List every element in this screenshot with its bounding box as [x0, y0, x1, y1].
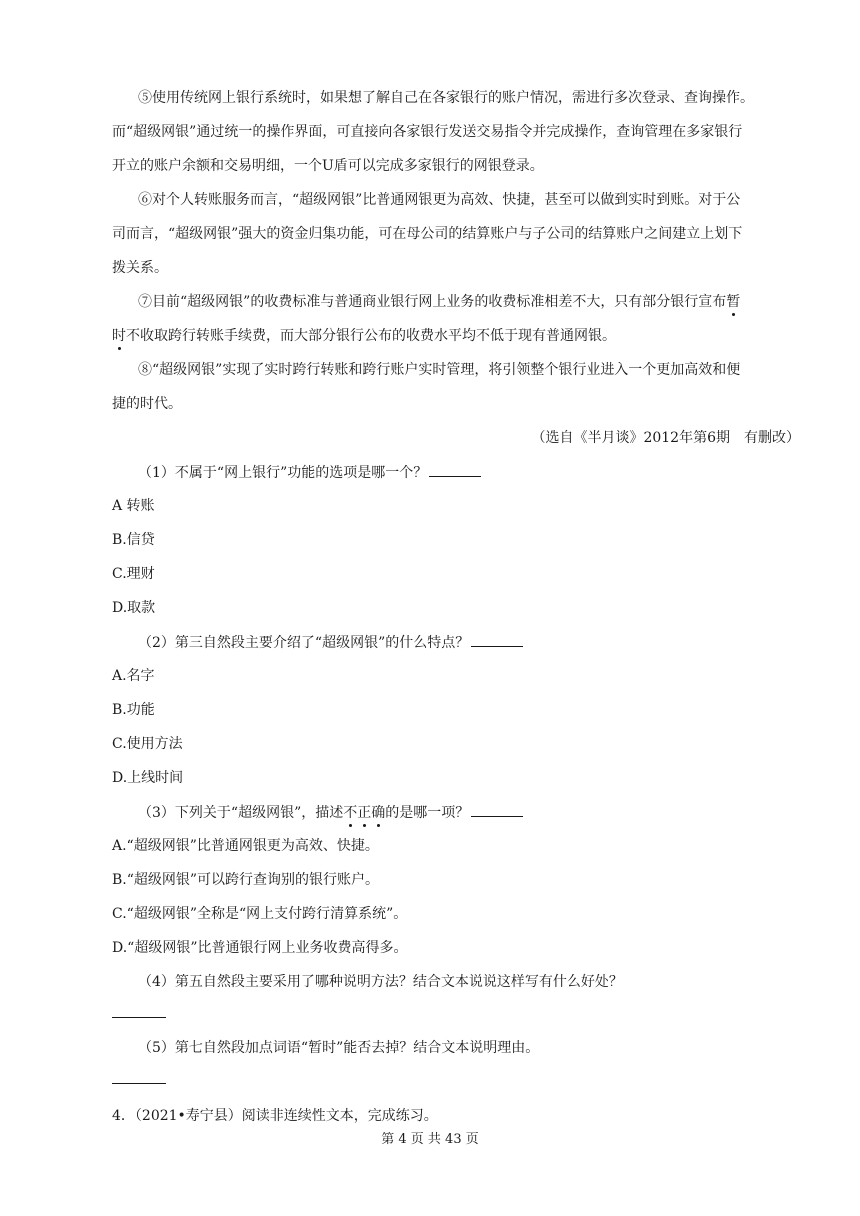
question-2-option-d: D.上线时间: [112, 770, 184, 786]
paragraph-8-line-1: ⑧“超级网银”实现了实时跨行转账和跨行账户实时管理，将引领整个银行业进入一个更加高效和便: [138, 362, 741, 378]
question-1-option-c: C.理财: [112, 566, 155, 582]
answer-blank[interactable]: [112, 1017, 166, 1018]
paragraph-6-line-3: 拨关系。: [112, 260, 168, 276]
source-citation: （选自《半月谈》2012年第6期 有删改）: [531, 430, 800, 446]
paragraph-7-line-1: [138, 292, 740, 312]
question-3-text-start: （3）下列关于“超级网银”，描述: [138, 805, 344, 821]
question-1-option-a: A 转账: [112, 498, 155, 514]
paragraph-6-line-2: 司而言，“超级网银”强大的资金归集功能，可在母公司的结算账户与子公司的结算账户之间建立上划下: [112, 226, 743, 242]
emphasis-char-que: 确: [371, 805, 386, 821]
question-4: （4）第五自然段主要采用了哪种说明方法？结合文本说说这样写有什么好处？: [138, 974, 623, 990]
question-3-option-b: B.“超级网银”可以跨行查询别的银行账户。: [112, 872, 380, 888]
question-3-option-c: C.“超级网银”全称是“网上支付跨行清算系统”。: [112, 906, 408, 922]
question-2: [138, 632, 523, 653]
question-3-option-a: A.“超级网银”比普通网银更为高效、快捷。: [112, 838, 379, 854]
question-5: （5）第七自然段加点词语“暂时”能否去掉？结合文本说明理由。: [138, 1040, 540, 1056]
next-question-heading: 4．（2021•寿宁县）阅读非连续性文本，完成练习。: [112, 1108, 438, 1124]
paragraph-5-line-3: 开立的账户余额和交易明细，一个U盾可以完成多家银行的网银登录。: [112, 158, 544, 174]
emphasis-char-zan: 暂: [726, 294, 741, 310]
paragraph-5-line-1: ⑤使用传统网上银行系统时，如果想了解自己在各家银行的账户情况，需进行多次登录、查询操作。: [138, 90, 754, 106]
paragraph-6-line-1: ⑥对个人转账服务而言，“超级网银”比普通网银更为高效、快捷，甚至可以做到实时到账。对于公: [138, 192, 741, 208]
question-2-option-b: B.功能: [112, 702, 155, 718]
emphasis-char-zheng: 正: [357, 805, 372, 821]
paragraph-7-line-2: [112, 326, 616, 346]
question-2-option-a: A.名字: [112, 668, 155, 684]
paragraph-7-line-1-text: ⑦目前“超级网银”的收费标准与普通商业银行网上业务的收费标准相差不大，只有部分银行宣布: [138, 294, 727, 310]
page-footer: 第 4 页 共 43 页: [381, 1132, 479, 1147]
question-1-option-d: D.取款: [112, 600, 156, 616]
question-2-text: （2）第三自然段主要介绍了“超级网银”的什么特点？: [138, 635, 470, 651]
answer-blank[interactable]: [471, 802, 523, 817]
paragraph-7-line-2-text: 不收取跨行转账手续费，而大部分银行公布的收费水平均不低于现有普通网银。: [126, 328, 616, 344]
question-2-option-c: C.使用方法: [112, 736, 183, 752]
answer-blank[interactable]: [112, 1083, 166, 1084]
question-3-option-d: D.“超级网银”比普通银行网上业务收费高得多。: [112, 940, 408, 956]
emphasis-char-shi: 时: [112, 328, 126, 344]
paragraph-5-line-2: 而“超级网银”通过统一的操作界面，可直接向各家银行发送交易指令并完成操作，查询管理在多家银行: [112, 124, 743, 140]
question-1-option-b: B.信贷: [112, 532, 155, 548]
question-3: [138, 802, 523, 823]
answer-blank[interactable]: [471, 632, 523, 647]
paragraph-8-line-2: 捷的时代。: [112, 396, 182, 412]
question-1-text: （1）不属于“网上银行”功能的选项是哪一个？: [138, 465, 428, 481]
question-1: [138, 462, 481, 483]
emphasis-char-bu: 不: [343, 805, 358, 821]
answer-blank[interactable]: [429, 462, 481, 477]
question-3-text-end: 的是哪一项？: [385, 805, 470, 821]
